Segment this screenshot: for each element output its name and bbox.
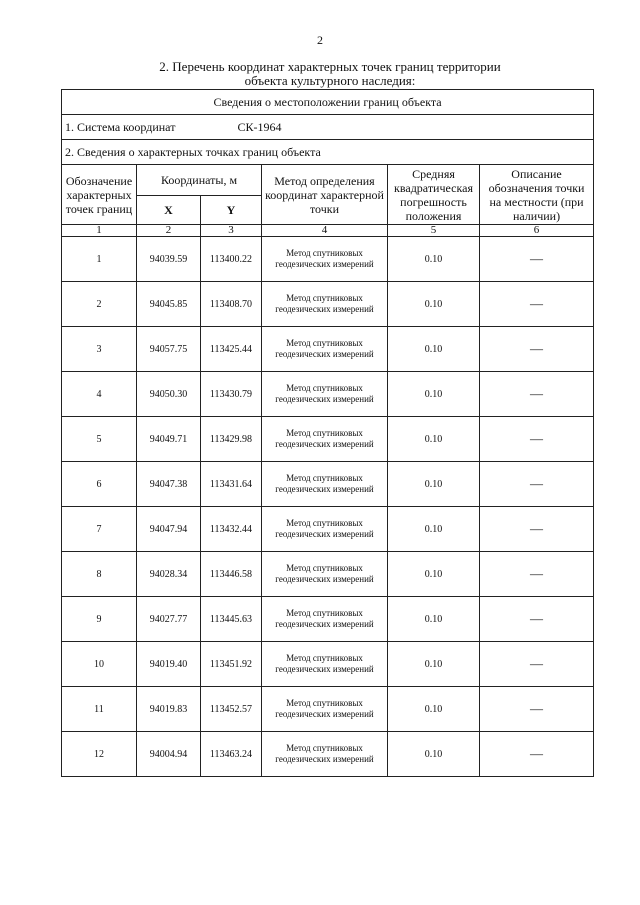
cell-y: 113446.58 <box>201 552 262 597</box>
cell-y: 113425.44 <box>201 327 262 372</box>
page-number: 2 <box>317 33 323 47</box>
cell-point-number: 12 <box>62 732 137 777</box>
method-header: Метод определения координат характерной точки <box>262 165 388 225</box>
cell-description: — <box>480 372 594 417</box>
cell-y: 113408.70 <box>201 282 262 327</box>
cell-error: 0.10 <box>388 327 480 372</box>
cell-point-number: 6 <box>62 462 137 507</box>
cell-error: 0.10 <box>388 282 480 327</box>
cell-x: 94019.83 <box>137 687 201 732</box>
table-row <box>62 462 594 507</box>
cell-y: 113430.79 <box>201 372 262 417</box>
cell-description: — <box>480 507 594 552</box>
cell-method: Метод спутниковых геодезических измерений <box>262 552 388 597</box>
cell-y: 113452.57 <box>201 687 262 732</box>
cell-error: 0.10 <box>388 417 480 462</box>
coordinate-system-row <box>62 115 594 140</box>
table-row <box>62 507 594 552</box>
error-header: Средняя квадратическая погрешность положения <box>388 165 480 225</box>
column-number: 5 <box>388 225 480 237</box>
x-header: X <box>137 196 201 225</box>
table-row <box>62 597 594 642</box>
cell-error: 0.10 <box>388 237 480 282</box>
cell-y: 113431.64 <box>201 462 262 507</box>
coordinate-system-label: 1. Система координат <box>65 119 176 134</box>
cell-description: — <box>480 462 594 507</box>
coordinate-system-value: СК-1964 <box>237 119 282 134</box>
section-header: Сведения о местоположении границ объекта <box>62 90 594 115</box>
points-info-header: 2. Сведения о характерных точках границ объекта <box>62 140 594 165</box>
cell-x: 94019.40 <box>137 642 201 687</box>
cell-description: — <box>480 417 594 462</box>
cell-method: Метод спутниковых геодезических измерений <box>262 237 388 282</box>
cell-description: — <box>480 642 594 687</box>
cell-point-number: 4 <box>62 372 137 417</box>
cell-method: Метод спутниковых геодезических измерений <box>262 507 388 552</box>
cell-method: Метод спутниковых геодезических измерений <box>262 642 388 687</box>
cell-x: 94047.38 <box>137 462 201 507</box>
cell-point-number: 1 <box>62 237 137 282</box>
designation-header: Обозначение характерных точек границ <box>62 165 137 225</box>
cell-method: Метод спутниковых геодезических измерений <box>262 462 388 507</box>
cell-description: — <box>480 282 594 327</box>
cell-y: 113429.98 <box>201 417 262 462</box>
cell-error: 0.10 <box>388 597 480 642</box>
cell-x: 94057.75 <box>137 327 201 372</box>
cell-y: 113445.63 <box>201 597 262 642</box>
cell-x: 94049.71 <box>137 417 201 462</box>
column-number: 1 <box>62 225 137 237</box>
cell-description: — <box>480 552 594 597</box>
title-line-2: объекта культурного наследия: <box>244 73 416 88</box>
cell-error: 0.10 <box>388 372 480 417</box>
cell-x: 94045.85 <box>137 282 201 327</box>
cell-error: 0.10 <box>388 507 480 552</box>
coordinates-table <box>61 89 594 777</box>
cell-x: 94028.34 <box>137 552 201 597</box>
cell-y: 113463.24 <box>201 732 262 777</box>
cell-error: 0.10 <box>388 642 480 687</box>
table-row <box>62 282 594 327</box>
cell-x: 94039.59 <box>137 237 201 282</box>
cell-point-number: 11 <box>62 687 137 732</box>
cell-method: Метод спутниковых геодезических измерений <box>262 597 388 642</box>
table-row <box>62 687 594 732</box>
column-number: 3 <box>201 225 262 237</box>
table-row <box>62 552 594 597</box>
table-row <box>62 642 594 687</box>
cell-y: 113432.44 <box>201 507 262 552</box>
cell-method: Метод спутниковых геодезических измерений <box>262 372 388 417</box>
cell-point-number: 8 <box>62 552 137 597</box>
title-line-1: 2. Перечень координат характерных точек границ территории <box>159 59 501 74</box>
cell-error: 0.10 <box>388 462 480 507</box>
table-row <box>62 372 594 417</box>
cell-description: — <box>480 597 594 642</box>
cell-point-number: 3 <box>62 327 137 372</box>
cell-method: Метод спутниковых геодезических измерений <box>262 282 388 327</box>
cell-method: Метод спутниковых геодезических измерений <box>262 417 388 462</box>
cell-y: 113400.22 <box>201 237 262 282</box>
cell-error: 0.10 <box>388 552 480 597</box>
cell-description: — <box>480 327 594 372</box>
cell-error: 0.10 <box>388 687 480 732</box>
cell-point-number: 7 <box>62 507 137 552</box>
column-number: 6 <box>480 225 594 237</box>
cell-x: 94027.77 <box>137 597 201 642</box>
description-header: Описание обозначения точки на местности (при наличии) <box>480 165 594 225</box>
cell-method: Метод спутниковых геодезических измерений <box>262 327 388 372</box>
cell-method: Метод спутниковых геодезических измерений <box>262 732 388 777</box>
cell-error: 0.10 <box>388 732 480 777</box>
table-row <box>62 417 594 462</box>
cell-description: — <box>480 687 594 732</box>
cell-x: 94050.30 <box>137 372 201 417</box>
table-row <box>62 327 594 372</box>
cell-point-number: 2 <box>62 282 137 327</box>
document-title <box>140 60 520 88</box>
column-number: 2 <box>137 225 201 237</box>
coordinates-header: Координаты, м <box>137 165 262 196</box>
cell-point-number: 5 <box>62 417 137 462</box>
table-row <box>62 237 594 282</box>
cell-x: 94004.94 <box>137 732 201 777</box>
cell-x: 94047.94 <box>137 507 201 552</box>
column-number: 4 <box>262 225 388 237</box>
cell-point-number: 9 <box>62 597 137 642</box>
cell-description: — <box>480 732 594 777</box>
cell-method: Метод спутниковых геодезических измерений <box>262 687 388 732</box>
column-numbers-row <box>62 225 594 237</box>
cell-y: 113451.92 <box>201 642 262 687</box>
cell-description: — <box>480 237 594 282</box>
y-header: Y <box>201 196 262 225</box>
cell-point-number: 10 <box>62 642 137 687</box>
table-row <box>62 732 594 777</box>
